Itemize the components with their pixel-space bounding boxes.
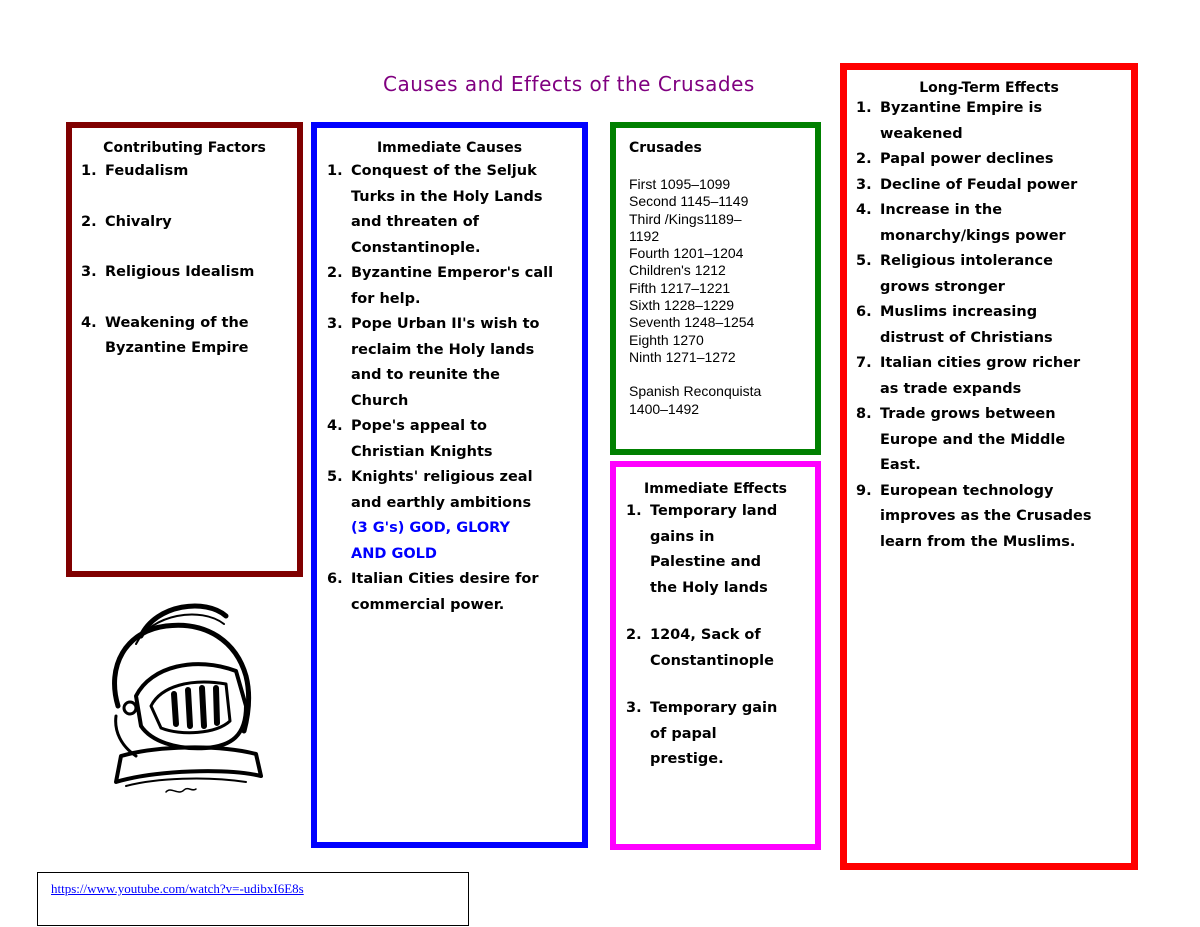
list-item: Fifth 1217–1221: [629, 279, 731, 296]
video-link[interactable]: https://www.youtube.com/watch?v=-udibxI6E8s: [51, 881, 304, 896]
contributing-factors-heading: Contributing Factors: [103, 140, 266, 156]
long-term-effects-box: [840, 63, 1138, 870]
list-item: 1. Conquest of the Seljuk Turks in the Holy Lands and threaten of Constantinople.: [327, 163, 543, 256]
list-item: 6. Muslims increasing distrust of Christians: [856, 304, 1053, 346]
list-item: 1192: [629, 227, 660, 244]
video-link-box: [37, 872, 469, 926]
list-item: 4. Increase in the monarchy/kings power: [856, 202, 1066, 244]
crusades-box: [610, 122, 821, 455]
list-item: 5. Knights' religious zeal and earthly ambitions (3 G's) GOD, GLORY AND GOLD: [327, 465, 582, 567]
list-item: 1. Temporary land gains in Palestine and the Holy lands: [626, 503, 778, 596]
list-item: 3. Pope Urban II's wish to reclaim the Holy lands and to reunite the Church: [327, 316, 540, 409]
immediate-effects-heading: Immediate Effects: [644, 481, 787, 497]
list-item: Fourth 1201–1204: [629, 245, 744, 262]
list-item: 9. European technology improves as the Crusades learn from the Muslims.: [856, 482, 1092, 550]
page-title: Causes and Effects of the Crusades: [383, 72, 755, 96]
immediate-effects-box: [610, 461, 821, 850]
immediate-effects-list: [616, 499, 815, 773]
list-item: 2. Byzantine Emperor's call for help.: [327, 265, 554, 307]
list-item: 1. Feudalism: [81, 163, 189, 179]
list-item: Third /Kings1189–: [629, 210, 742, 227]
immediate-causes-heading: Immediate Causes: [376, 140, 523, 156]
knight-helmet-icon: [96, 596, 266, 806]
list-item: First 1095–1099: [629, 176, 731, 192]
list-item: 5. Religious intolerance grows stronger: [856, 253, 1053, 295]
list-item: Second 1145–1149: [629, 193, 749, 210]
three-gs-highlight: AND GOLD: [351, 545, 437, 562]
list-item: Ninth 1271–1272: [629, 348, 736, 365]
list-item: 6. Italian Cities desire for commercial power.: [327, 571, 539, 613]
long-term-effects-heading: Long-Term Effects: [919, 80, 1059, 96]
list-item: 3. Temporary gain of papal prestige.: [626, 700, 778, 767]
list-item: 2. Chivalry: [81, 213, 172, 230]
immediate-causes-list: [317, 159, 582, 618]
list-item: Eighth 1270: [629, 331, 704, 348]
spacer: [629, 366, 815, 383]
list-item: 8. Trade grows between Europe and the Middle East.: [856, 406, 1066, 473]
list-item: Children's 1212: [629, 262, 726, 279]
list-item: Seventh 1248–1254: [629, 314, 755, 331]
list-item: 1400–1492: [629, 400, 700, 417]
list-item: 4. Pope's appeal to Christian Knights: [327, 418, 493, 460]
crusades-list: [616, 176, 815, 418]
list-item: 2. 1204, Sack of Constantinople: [626, 627, 774, 669]
list-item: Sixth 1228–1229: [629, 297, 735, 314]
crusades-heading: Crusades: [629, 140, 702, 156]
contributing-factors-box: [66, 122, 303, 577]
long-term-effects-list: [847, 96, 1131, 555]
list-item: Spanish Reconquista: [629, 383, 762, 400]
list-item: 1. Byzantine Empire is weakened: [856, 100, 1043, 142]
immediate-causes-box: [311, 122, 588, 848]
list-item: 4. Weakening of the Byzantine Empire: [81, 314, 249, 356]
list-item: 3. Decline of Feudal power: [856, 176, 1078, 193]
list-item: 3. Religious Idealism: [81, 264, 255, 280]
contributing-factors-list: [72, 159, 297, 362]
list-item: 7. Italian cities grow richer as trade expands: [856, 355, 1081, 397]
list-item: 2. Papal power declines: [856, 151, 1054, 167]
three-gs-highlight: (3 G's) GOD, GLORY: [351, 520, 511, 536]
